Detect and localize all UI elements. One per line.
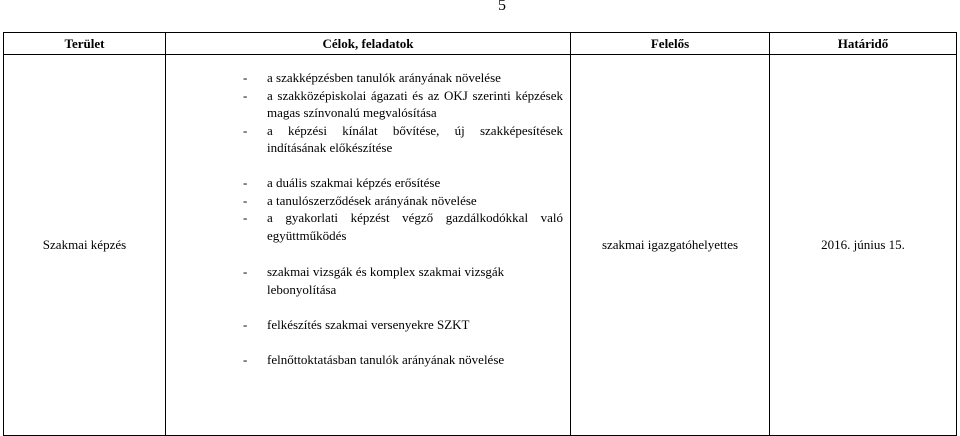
goal-group — [243, 263, 563, 298]
header-goals: Célok, feladatok — [166, 33, 571, 55]
list-item: - felkészítés szakmai versenyekre SZKT — [243, 317, 470, 332]
list-item: - a gyakorlati képzést végző gazdálkodókkal való együttműködés — [243, 210, 563, 243]
goal-group — [243, 316, 563, 334]
goal-group — [243, 351, 563, 369]
responsible-cell: szakmai igazgatóhelyettes — [571, 55, 770, 436]
deadline-cell: 2016. június 15. — [770, 55, 957, 436]
list-item: - szakmai vizsgák és komplex szakmai vizsgák lebonyolítása — [243, 264, 505, 297]
list-item: - a duális szakmai képzés erősítése — [243, 175, 441, 190]
list-item: - a képzési kínálat bővítése, új szakképesítések indításának előkészítése — [243, 122, 563, 155]
list-item: - a szakközépiskolai ágazati és az OKJ szerinti képzések magas színvonalú megvalósítása — [243, 87, 563, 120]
goal-group — [243, 174, 563, 244]
goal-group — [243, 69, 563, 157]
table-row — [4, 55, 957, 436]
header-row — [4, 33, 957, 55]
goals-list — [166, 55, 570, 435]
header-deadline: Határidő — [770, 33, 957, 55]
list-item: - a tanulószerződések arányának növelése — [243, 192, 477, 208]
list-item: - a szakképzésben tanulók arányának növelése — [243, 70, 501, 85]
list-item: - felnőttoktatásban tanulók arányának növelése — [243, 352, 505, 367]
header-area: Terület — [4, 33, 166, 55]
area-cell: Szakmai képzés — [4, 55, 166, 436]
header-responsible: Felelős — [571, 33, 770, 55]
page-number: 5 — [498, 0, 506, 14]
tasks-table — [3, 32, 957, 436]
goals-cell — [166, 55, 571, 436]
